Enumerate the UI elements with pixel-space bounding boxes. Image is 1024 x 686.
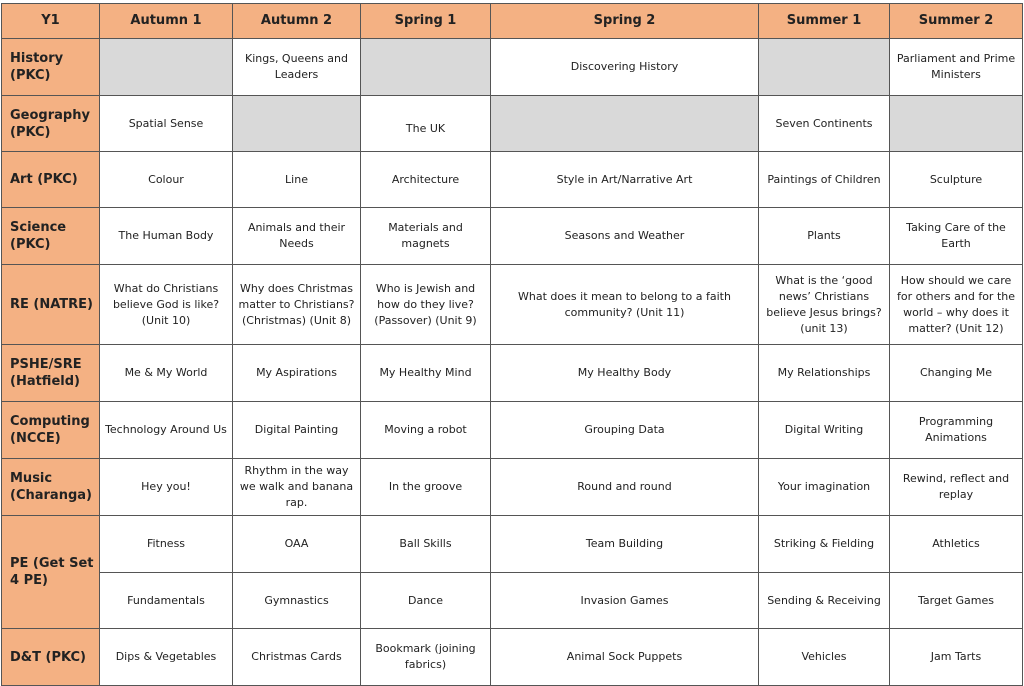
cell-geography-spring2-empty (491, 96, 759, 152)
subject-art: Art (PKC) (2, 152, 100, 208)
cell-computing-autumn1: Technology Around Us (100, 402, 233, 459)
cell-history-summer1-empty (759, 39, 890, 96)
cell-pshe-autumn1: Me & My World (100, 345, 233, 402)
cell-pe2-autumn2: Gymnastics (233, 573, 361, 629)
cell-geography-autumn2-empty (233, 96, 361, 152)
subject-pshe: PSHE/SRE (Hatfield) (2, 345, 100, 402)
cell-science-summer1: Plants (759, 208, 890, 265)
cell-re-autumn2: Why does Christmas matter to Christians? (Christmas) (Unit 8) (233, 265, 361, 345)
row-art (2, 152, 1023, 208)
cell-pshe-summer2: Changing Me (890, 345, 1023, 402)
cell-music-autumn2: Rhythm in the way we walk and banana rap. (233, 459, 361, 516)
cell-history-autumn1-empty (100, 39, 233, 96)
cell-pe1-spring1: Ball Skills (361, 516, 491, 573)
cell-pe2-summer1: Sending & Receiving (759, 573, 890, 629)
subject-history: History (PKC) (2, 39, 100, 96)
cell-pshe-spring2: My Healthy Body (491, 345, 759, 402)
cell-art-summer2: Sculpture (890, 152, 1023, 208)
row-geography (2, 96, 1023, 152)
cell-music-spring2: Round and round (491, 459, 759, 516)
cell-geography-summer1: Seven Continents (759, 96, 890, 152)
row-science (2, 208, 1023, 265)
curriculum-table (1, 3, 1023, 686)
subject-science: Science (PKC) (2, 208, 100, 265)
cell-art-autumn2: Line (233, 152, 361, 208)
cell-computing-spring2: Grouping Data (491, 402, 759, 459)
cell-pe1-summer1: Striking & Fielding (759, 516, 890, 573)
subject-pe: PE (Get Set 4 PE) (2, 516, 100, 629)
cell-geography-spring1: The UK (361, 96, 491, 152)
cell-pe2-summer2: Target Games (890, 573, 1023, 629)
cell-pe2-spring2: Invasion Games (491, 573, 759, 629)
subject-geography: Geography (PKC) (2, 96, 100, 152)
cell-computing-summer1: Digital Writing (759, 402, 890, 459)
cell-dt-autumn1: Dips & Vegetables (100, 629, 233, 686)
header-year: Y1 (2, 4, 100, 39)
row-re (2, 265, 1023, 345)
cell-pe2-spring1: Dance (361, 573, 491, 629)
cell-pshe-autumn2: My Aspirations (233, 345, 361, 402)
subject-music: Music (Charanga) (2, 459, 100, 516)
subject-computing: Computing (NCCE) (2, 402, 100, 459)
cell-geography-autumn1: Spatial Sense (100, 96, 233, 152)
cell-pshe-summer1: My Relationships (759, 345, 890, 402)
header-row (2, 4, 1023, 39)
cell-music-summer1: Your imagination (759, 459, 890, 516)
cell-geography-summer2-empty (890, 96, 1023, 152)
cell-pe1-autumn1: Fitness (100, 516, 233, 573)
cell-science-summer2: Taking Care of the Earth (890, 208, 1023, 265)
subject-dt: D&T (PKC) (2, 629, 100, 686)
cell-dt-spring2: Animal Sock Puppets (491, 629, 759, 686)
row-history (2, 39, 1023, 96)
cell-re-autumn1: What do Christians believe God is like? (Unit 10) (100, 265, 233, 345)
header-summer-2: Summer 2 (890, 4, 1023, 39)
cell-re-spring1: Who is Jewish and how do they live? (Passover) (Unit 9) (361, 265, 491, 345)
header-spring-2: Spring 2 (491, 4, 759, 39)
header-spring-1: Spring 1 (361, 4, 491, 39)
cell-music-spring1: In the groove (361, 459, 491, 516)
cell-computing-autumn2: Digital Painting (233, 402, 361, 459)
row-dt (2, 629, 1023, 686)
cell-art-spring1: Architecture (361, 152, 491, 208)
cell-computing-summer2: Programming Animations (890, 402, 1023, 459)
row-pshe (2, 345, 1023, 402)
row-pe-2 (2, 573, 1023, 629)
header-summer-1: Summer 1 (759, 4, 890, 39)
header-autumn-1: Autumn 1 (100, 4, 233, 39)
cell-re-spring2: What does it mean to belong to a faith community? (Unit 11) (491, 265, 759, 345)
cell-science-spring1: Materials and magnets (361, 208, 491, 265)
cell-pshe-spring1: My Healthy Mind (361, 345, 491, 402)
cell-art-spring2: Style in Art/Narrative Art (491, 152, 759, 208)
cell-computing-spring1: Moving a robot (361, 402, 491, 459)
cell-pe1-autumn2: OAA (233, 516, 361, 573)
cell-history-spring1-empty (361, 39, 491, 96)
row-computing (2, 402, 1023, 459)
cell-history-summer2: Parliament and Prime Ministers (890, 39, 1023, 96)
cell-dt-summer2: Jam Tarts (890, 629, 1023, 686)
cell-science-spring2: Seasons and Weather (491, 208, 759, 265)
cell-dt-summer1: Vehicles (759, 629, 890, 686)
cell-dt-autumn2: Christmas Cards (233, 629, 361, 686)
cell-history-autumn2: Kings, Queens and Leaders (233, 39, 361, 96)
cell-art-autumn1: Colour (100, 152, 233, 208)
row-pe-1 (2, 516, 1023, 573)
cell-pe1-summer2: Athletics (890, 516, 1023, 573)
cell-history-spring2: Discovering History (491, 39, 759, 96)
cell-dt-spring1: Bookmark (joining fabrics) (361, 629, 491, 686)
row-music (2, 459, 1023, 516)
cell-re-summer2: How should we care for others and for the world – why does it matter? (Unit 12) (890, 265, 1023, 345)
cell-science-autumn2: Animals and their Needs (233, 208, 361, 265)
cell-art-summer1: Paintings of Children (759, 152, 890, 208)
cell-re-summer1: What is the ‘good news’ Christians believe Jesus brings? (unit 13) (759, 265, 890, 345)
cell-music-autumn1: Hey you! (100, 459, 233, 516)
header-autumn-2: Autumn 2 (233, 4, 361, 39)
cell-pe2-autumn1: Fundamentals (100, 573, 233, 629)
cell-pe1-spring2: Team Building (491, 516, 759, 573)
cell-music-summer2: Rewind, reflect and replay (890, 459, 1023, 516)
subject-re: RE (NATRE) (2, 265, 100, 345)
cell-science-autumn1: The Human Body (100, 208, 233, 265)
